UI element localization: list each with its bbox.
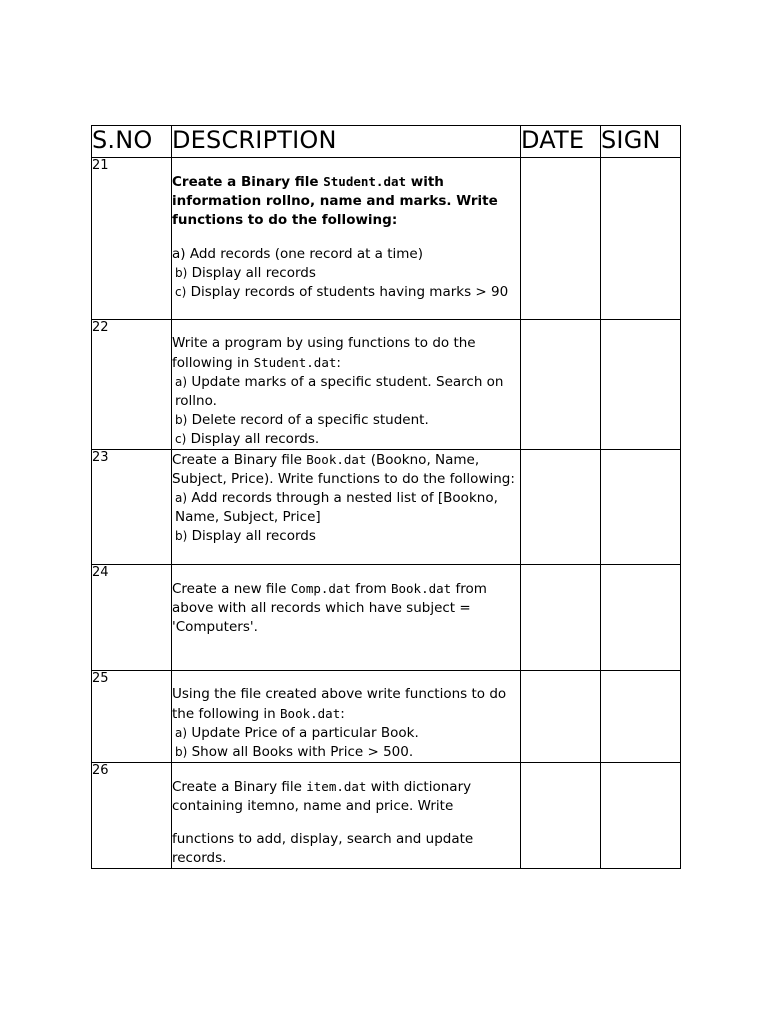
sno-cell: 26 [92,763,172,869]
description-cell [172,671,521,763]
date-cell [521,450,601,565]
date-cell [521,320,601,450]
list-item: a) Add records (one record at a time) [172,246,424,262]
table-row [92,320,681,450]
sign-cell [601,763,681,869]
sno-cell: 23 [92,450,172,565]
list-item: a) Update marks of a specific student. Search on rollno. [175,374,504,409]
table-row [92,565,681,671]
table-row [92,763,681,869]
header-sign: SIGN [601,126,681,158]
list-item: c) Display records of students having marks > 90 [175,284,509,300]
description-cell [172,320,521,450]
sign-cell [601,320,681,450]
sign-cell [601,565,681,671]
description-cell [172,450,521,565]
list-item: b) Show all Books with Price > 500. [175,744,414,760]
lab-record-table [91,125,681,869]
header-row [92,126,681,158]
list-item: b) Delete record of a specific student. [175,412,429,428]
list-item: a) Add records through a nested list of [Bookno, Name, Subject, Price] [175,490,498,525]
description-paragraph: functions to add, display, search and update records. [172,831,474,866]
list-item: b) Display all records [175,528,316,544]
description-paragraph: Write a program by using functions to do the following in Student.dat: [172,335,476,371]
sign-cell [601,450,681,565]
list-item: a) Update Price of a particular Book. [175,725,419,741]
description-paragraph: Create a Binary file Student.dat with information rollno, name and marks. Write functions to do the following: [172,174,498,228]
description-cell [172,158,521,320]
header-date: DATE [521,126,601,158]
table-row [92,671,681,763]
description-cell [172,763,521,869]
sno-cell: 22 [92,320,172,450]
header-sno: S.NO [92,126,172,158]
description-cell [172,565,521,671]
sno-cell: 21 [92,158,172,320]
table-row [92,158,681,320]
date-cell [521,158,601,320]
description-paragraph: Create a Binary file item.dat with dictionary containing itemno, name and price. Write [172,779,472,814]
sign-cell [601,158,681,320]
list-item: c) Display all records. [175,431,320,447]
description-paragraph: Create a new file Comp.dat from Book.dat from above with all records which have subject = 'Computers'. [172,581,487,635]
description-paragraph: Using the file created above write functions to do the following in Book.dat: [172,686,507,722]
date-cell [521,565,601,671]
list-item: b) Display all records [175,265,316,281]
header-description: DESCRIPTION [172,126,521,158]
sno-cell: 25 [92,671,172,763]
description-paragraph: Create a Binary file Book.dat (Bookno, Name, Subject, Price). Write functions to do the following: [172,452,515,487]
sign-cell [601,671,681,763]
table-row [92,450,681,565]
date-cell [521,671,601,763]
sno-cell: 24 [92,565,172,671]
date-cell [521,763,601,869]
